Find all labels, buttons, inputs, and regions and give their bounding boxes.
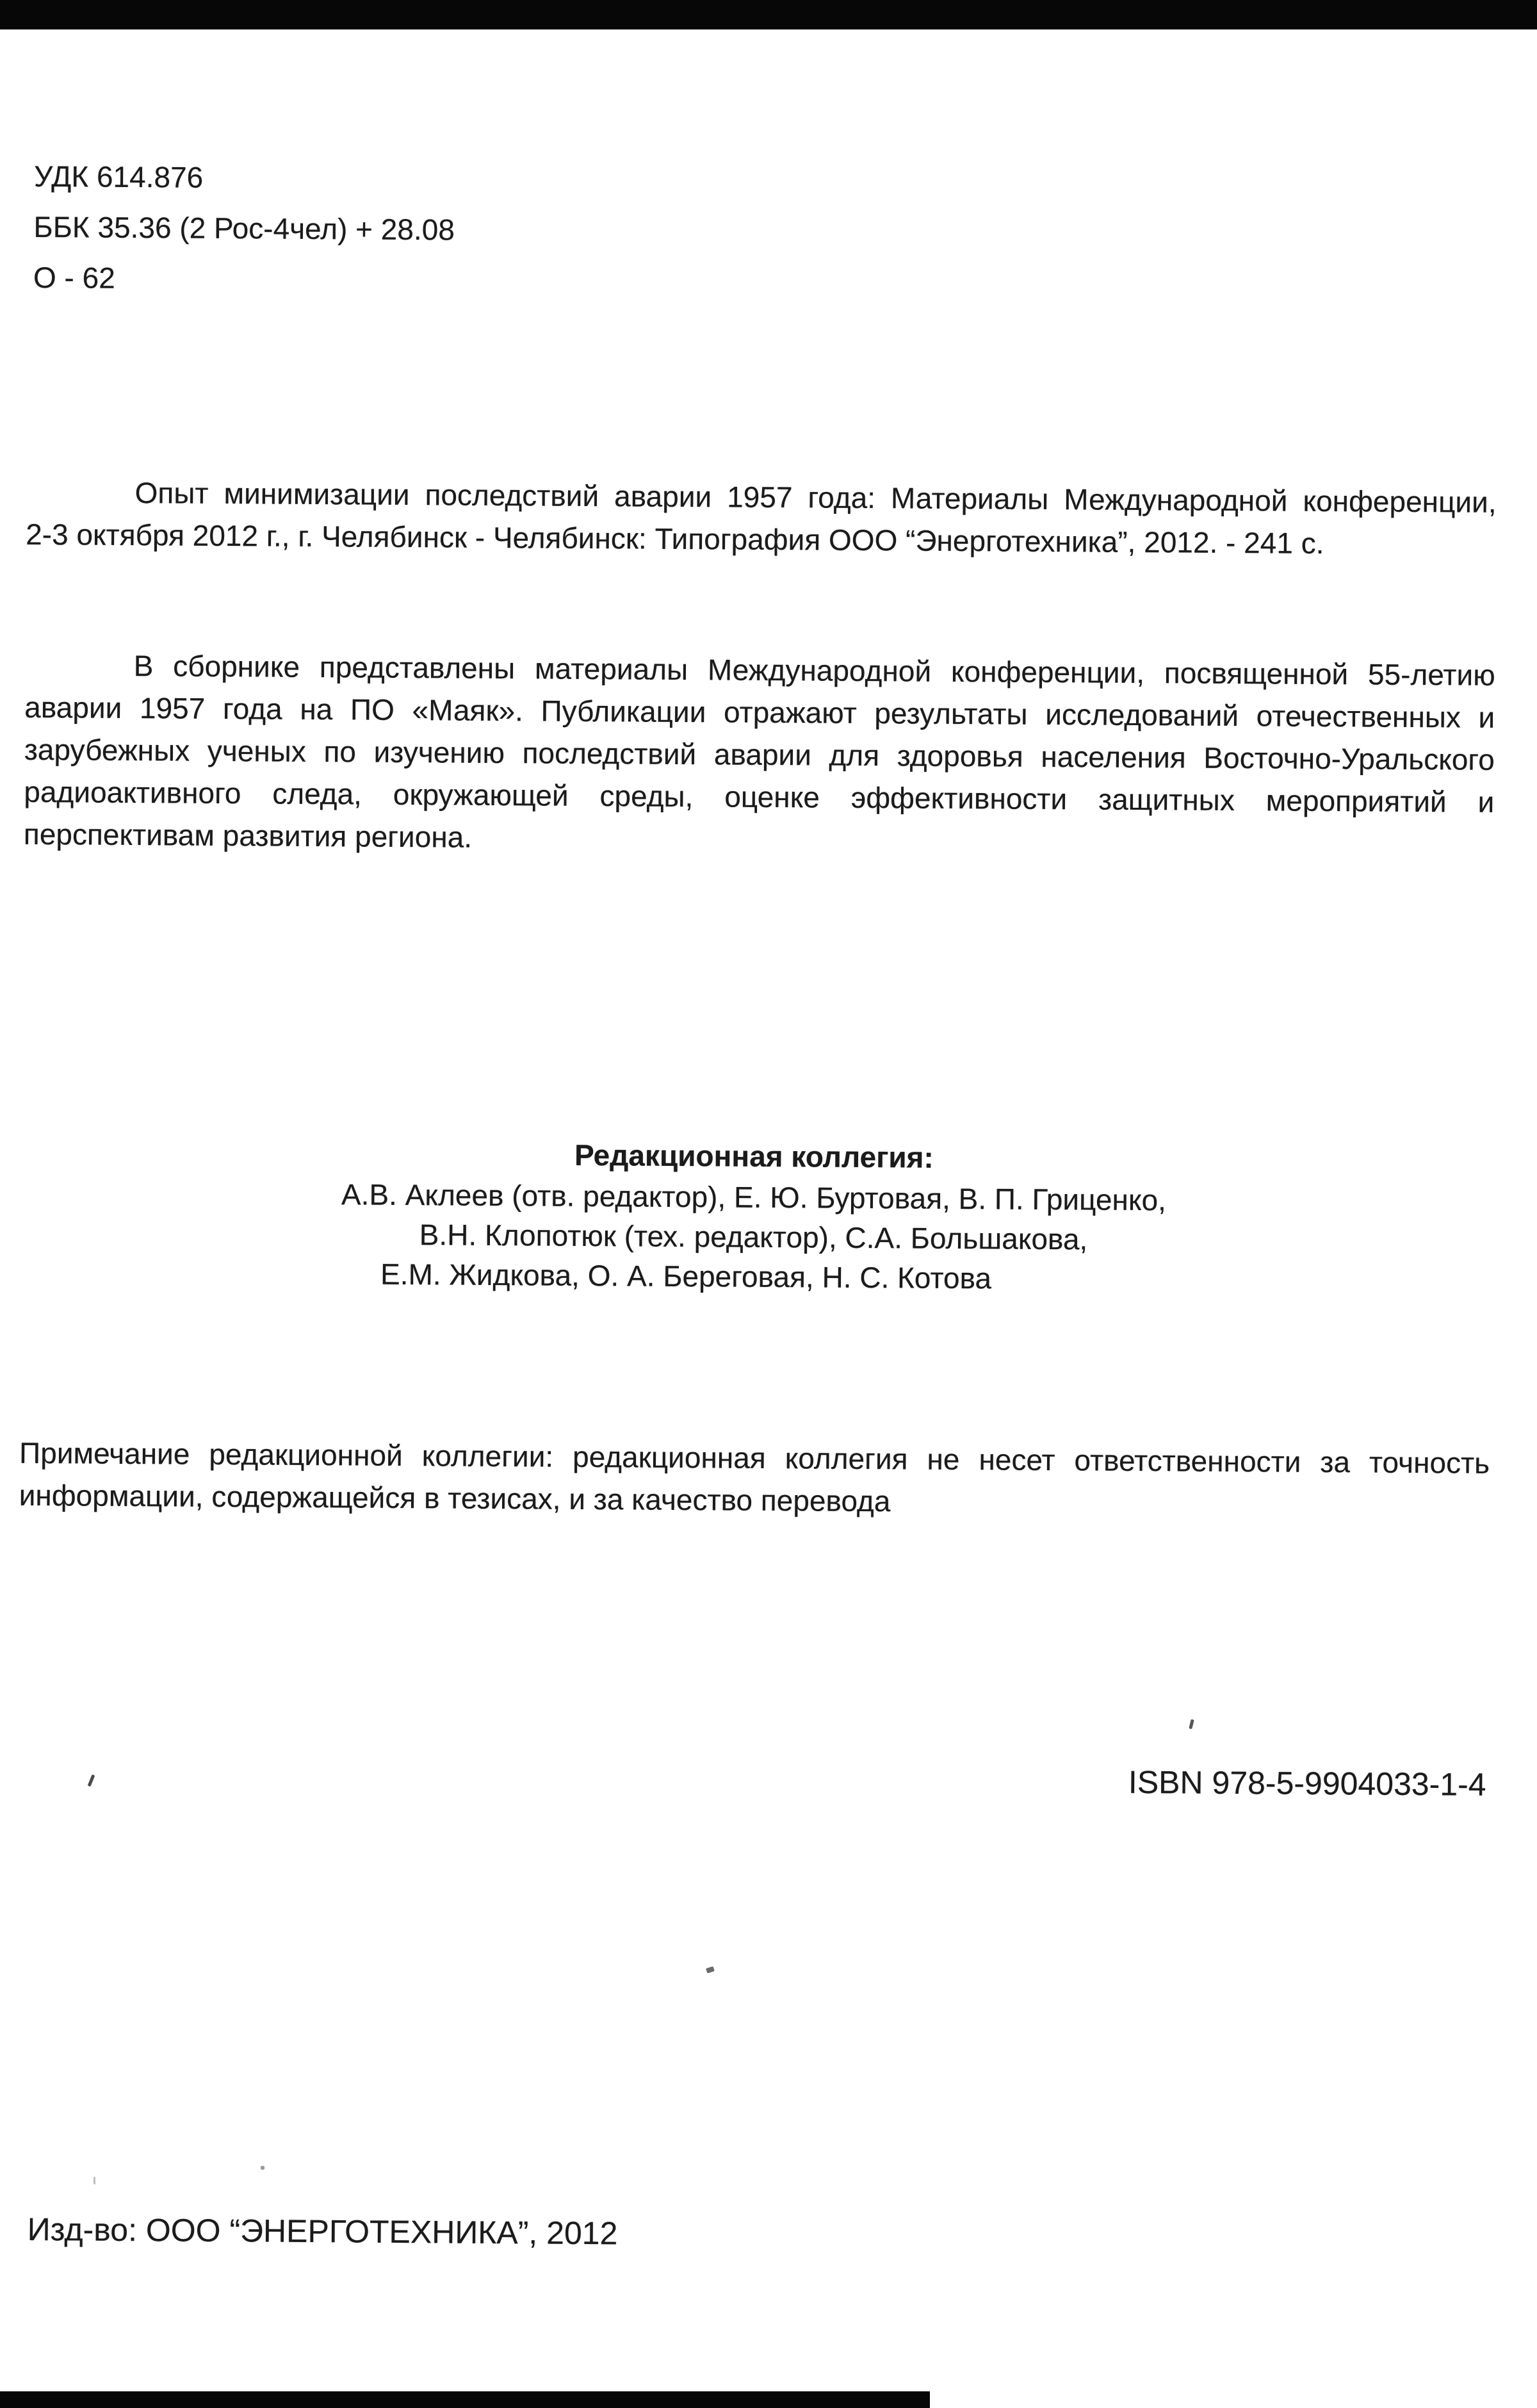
editorial-board-block [0,1130,1517,1302]
abstract-line: радиоактивного следа, окружающей среды, оценке эффективности защитных мероприятий и [24,774,1495,819]
abstract-line: зарубежных ученых по изучению последствий аварии для здоровья населения Восточно-Уральского [24,732,1495,776]
editorial-board-line: Е.М. Жидкова, О. А. Береговая, Н. С. Котова [380,1257,992,1295]
isbn-number: ISBN 978-5-9904033-1-4 [1128,1764,1486,1803]
bbk-number: ББК 35.36 (2 Рос-4чел) + 28.08 [33,209,455,247]
editorial-board-heading: Редакционная коллегия: [574,1138,934,1174]
publisher-line: Изд-во: ООО “ЭНЕРГОТЕХНИКА”, 2012 [27,2211,618,2252]
scan-speck [94,2177,95,2184]
scan-edge-bottom-bar [0,2391,930,2408]
scan-speck [261,2166,264,2170]
imprint-line: 2-3 октября 2012 г., г. Челябинск - Челябинск: Типография ООО “Энерготехника”, 2012. - 241 с. [25,517,1324,561]
note-line: Примечание редакционной коллегии: редакционная коллегия не несет ответственности за точность [19,1436,1490,1480]
editorial-board-line: В.Н. Клопотюк (тех. редактор), С.А. Большакова, [419,1218,1088,1256]
udk-number: УДК 614.876 [33,159,204,194]
editorial-note-paragraph [19,1432,1490,1527]
author-sign: О - 62 [33,260,115,295]
note-line: информации, содержащейся в тезисах, и за качество перевода [19,1478,891,1518]
abstract-paragraph [24,644,1495,865]
editorial-board-members [0,1172,1516,1302]
abstract-line: аварии 1957 года на ПО «Маяк». Публикации отражают результаты исследований отечественных и [24,690,1495,734]
abstract-line: перспективам развития региона. [23,817,473,854]
classification-block [33,151,455,306]
imprint-line: Опыт минимизации последствий аварии 1957 года: Материалы Международной конференции, [134,476,1497,519]
editorial-board-line: А.В. Аклеев (отв. редактор), Е. Ю. Буртовая, В. П. Гриценко, [341,1177,1167,1217]
abstract-line: В сборнике представлены материалы Международной конференции, посвященной 55-летию [133,649,1495,692]
imprint-paragraph [26,471,1497,566]
